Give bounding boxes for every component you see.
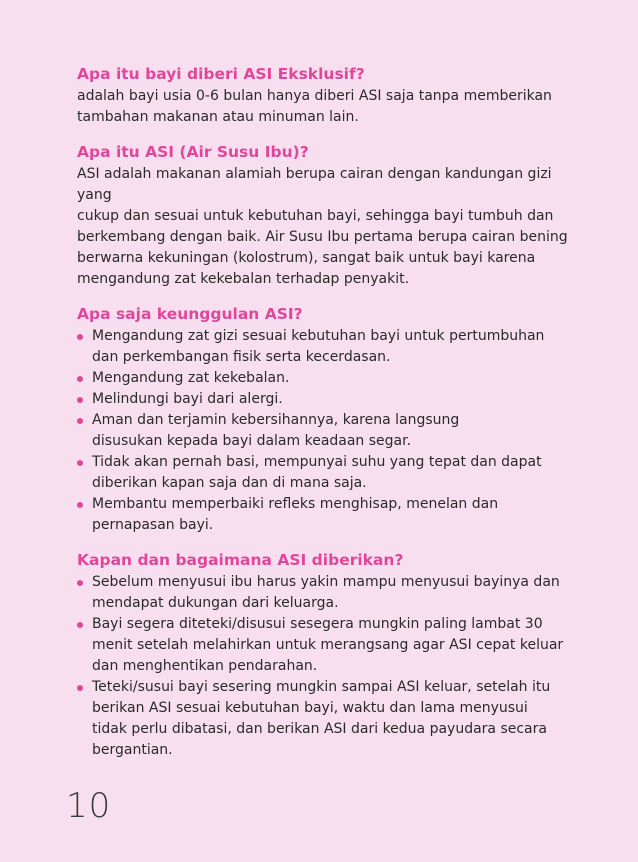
list-item — [77, 368, 577, 389]
paragraph — [77, 164, 577, 290]
list-item-line: berikan ASI sesuai kebutuhan bayi, waktu dan lama menyusui — [92, 700, 528, 716]
paragraph-line: adalah bayi usia 0-6 bulan hanya diberi ASI saja tanpa memberikan — [77, 88, 552, 104]
paragraph-line: tambahan makanan atau minuman lain. — [77, 109, 359, 125]
list-item-line: mendapat dukungan dari keluarga. — [92, 595, 339, 611]
bullet-icon — [77, 334, 83, 340]
paragraph-line: mengandung zat kekebalan terhadap penyakit. — [77, 271, 410, 287]
list-item-line: Tidak akan pernah basi, mempunyai suhu yang tepat dan dapat — [92, 454, 542, 470]
paragraph-line: berkembang dengan baik. Air Susu Ibu pertama berupa cairan bening — [77, 229, 568, 245]
paragraph-line: berwarna kekuningan (kolostrum), sangat baik untuk bayi karena — [77, 250, 536, 266]
list-item-line: disusukan kepada bayi dalam keadaan segar. — [92, 433, 412, 449]
list-item — [77, 614, 577, 677]
section-heading: Kapan dan bagaimana ASI diberikan? — [77, 551, 404, 569]
paragraph-line: cukup dan sesuai untuk kebutuhan bayi, sehingga bayi tumbuh dan — [77, 208, 554, 224]
list-item — [77, 452, 577, 494]
bullet-icon — [77, 502, 83, 508]
page-content — [77, 64, 577, 775]
list-item — [77, 389, 577, 410]
list-item-line: bergantian. — [92, 742, 173, 758]
list-item-line: Teteki/susui bayi sesering mungkin sampai ASI keluar, setelah itu — [92, 679, 551, 695]
list-item — [77, 494, 577, 536]
bullet-icon — [77, 580, 83, 586]
bullet-list — [77, 572, 577, 761]
list-item-line: Membantu memperbaiki refleks menghisap, menelan dan — [92, 496, 499, 512]
list-item-line: dan perkembangan fisik serta kecerdasan. — [92, 349, 391, 365]
list-item — [77, 410, 577, 452]
section-asi-eksklusif — [77, 64, 577, 128]
bullet-icon — [77, 418, 83, 424]
list-item-line: Mengandung zat kekebalan. — [92, 370, 290, 386]
section-heading: Apa itu ASI (Air Susu Ibu)? — [77, 143, 309, 161]
section-apa-itu-asi — [77, 142, 577, 290]
list-item-line: Bayi segera diteteki/disusui sesegera mungkin paling lambat 30 — [92, 616, 543, 632]
bullet-list — [77, 326, 577, 536]
section-keunggulan-asi — [77, 304, 577, 536]
section-heading: Apa itu bayi diberi ASI Eksklusif? — [77, 65, 365, 83]
list-item-line: pernapasan bayi. — [92, 517, 214, 533]
list-item-line: Sebelum menyusui ibu harus yakin mampu menyusui bayinya dan — [92, 574, 560, 590]
bullet-icon — [77, 376, 83, 382]
list-item — [77, 326, 577, 368]
list-item-line: Melindungi bayi dari alergi. — [92, 391, 283, 407]
list-item — [77, 572, 577, 614]
list-item-line: Aman dan terjamin kebersihannya, karena langsung — [92, 412, 460, 428]
paragraph — [77, 86, 577, 128]
list-item-line: tidak perlu dibatasi, dan berikan ASI dari kedua payudara secara — [92, 721, 547, 737]
list-item-line: Mengandung zat gizi sesuai kebutuhan bayi untuk pertumbuhan — [92, 328, 545, 344]
section-kapan-asi-diberikan — [77, 550, 577, 761]
list-item-line: menit setelah melahirkan untuk merangsang agar ASI cepat keluar — [92, 637, 564, 653]
paragraph-line: ASI adalah makanan alamiah berupa cairan dengan kandungan gizi yang — [77, 166, 552, 203]
bullet-icon — [77, 622, 83, 628]
bullet-icon — [77, 460, 83, 466]
list-item-line: diberikan kapan saja dan di mana saja. — [92, 475, 367, 491]
bullet-icon — [77, 397, 83, 403]
section-heading: Apa saja keunggulan ASI? — [77, 305, 303, 323]
bullet-icon — [77, 685, 83, 691]
list-item — [77, 677, 577, 761]
page-number: 10 — [66, 786, 112, 826]
list-item-line: dan menghentikan pendarahan. — [92, 658, 318, 674]
